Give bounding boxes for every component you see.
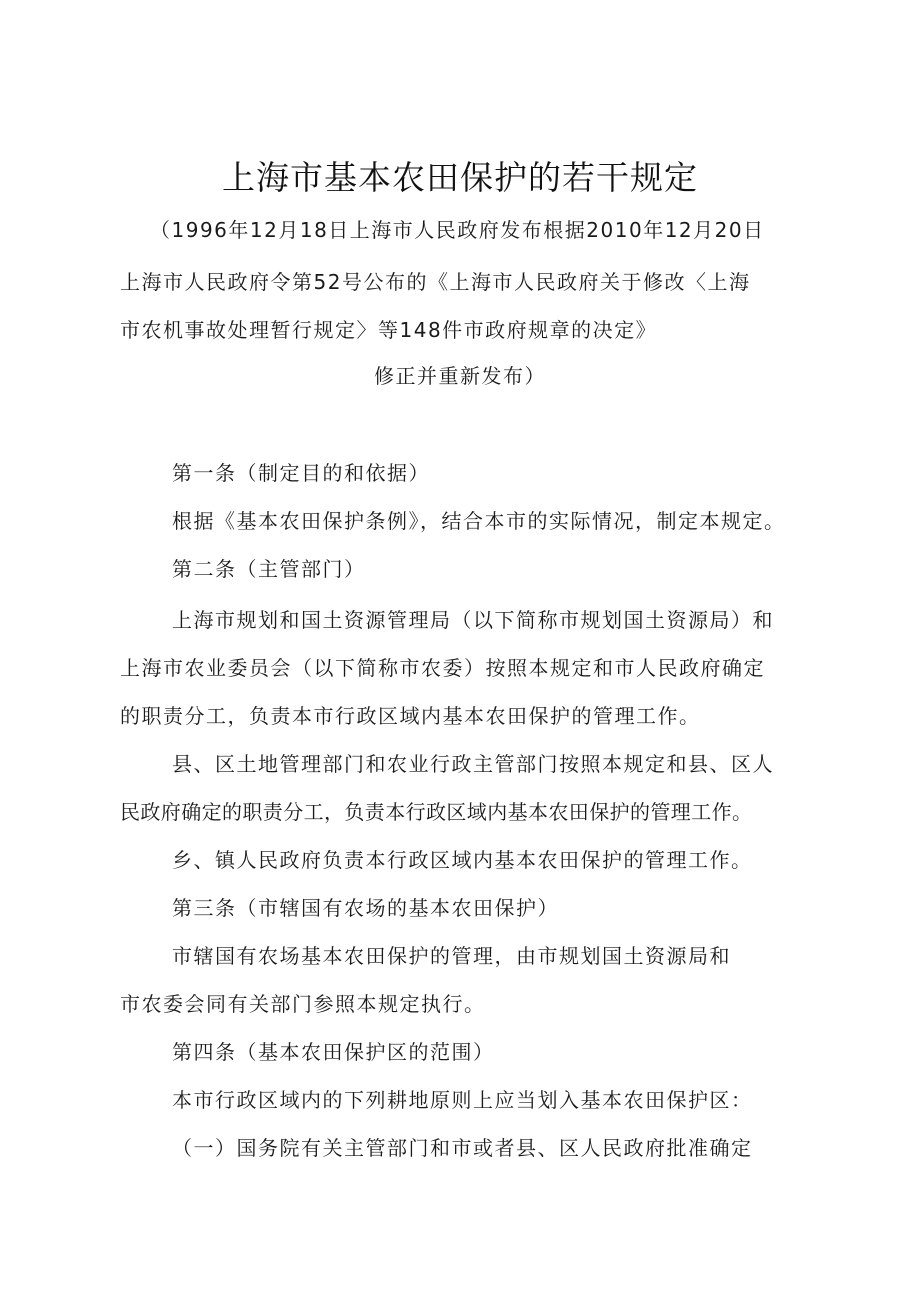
paragraph-line: （一）国务院有关主管部门和市或者县、区人民政府批准确定 [172,1136,753,1160]
subtitle-line-4: 修正并重新发布） [374,364,546,388]
article-3-heading: 第三条（市辖国有农场的基本农田保护） [172,896,559,920]
document-title: 上海市基本农田保护的若干规定 [222,158,698,197]
article-2-heading: 第二条（主管部门） [172,557,366,581]
article-1-heading: 第一条（制定目的和依据） [172,461,430,485]
paragraph-line: 上海市农业委员会（以下简称市农委）按照本规定和市人民政府确定 [120,656,765,680]
paragraph-line: 乡、镇人民政府负责本行政区域内基本农田保护的管理工作。 [172,848,753,872]
subtitle-line-2: 上海市人民政府令第52号公布的《上海市人民政府关于修改〈上海 [120,270,751,294]
paragraph-line: 上海市规划和国土资源管理局（以下简称市规划国土资源局）和 [172,608,774,632]
paragraph-line: 县、区土地管理部门和农业行政主管部门按照本规定和县、区人 [172,752,774,776]
article-4-heading: 第四条（基本农田保护区的范围） [172,1040,495,1064]
subtitle-line-1: （1996年12月18日上海市人民政府发布根据2010年12月20日 [150,218,765,242]
paragraph-line: 民政府确定的职责分工，负责本行政区域内基本农田保护的管理工作。 [120,800,753,824]
paragraph-line: 本市行政区域内的下列耕地原则上应当划入基本农田保护区： [172,1088,753,1112]
paragraph-line: 根据《基本农田保护条例》，结合本市的实际情况，制定本规定。 [172,509,786,533]
paragraph-line: 的职责分工，负责本市行政区域内基本农田保护的管理工作。 [120,704,701,728]
subtitle-line-3: 市农机事故处理暂行规定〉等148件市政府规章的决定》 [120,318,658,342]
paragraph-line: 市农委会同有关部门参照本规定执行。 [120,992,486,1016]
paragraph-line: 市辖国有农场基本农田保护的管理，由市规划国土资源局和 [172,944,731,968]
